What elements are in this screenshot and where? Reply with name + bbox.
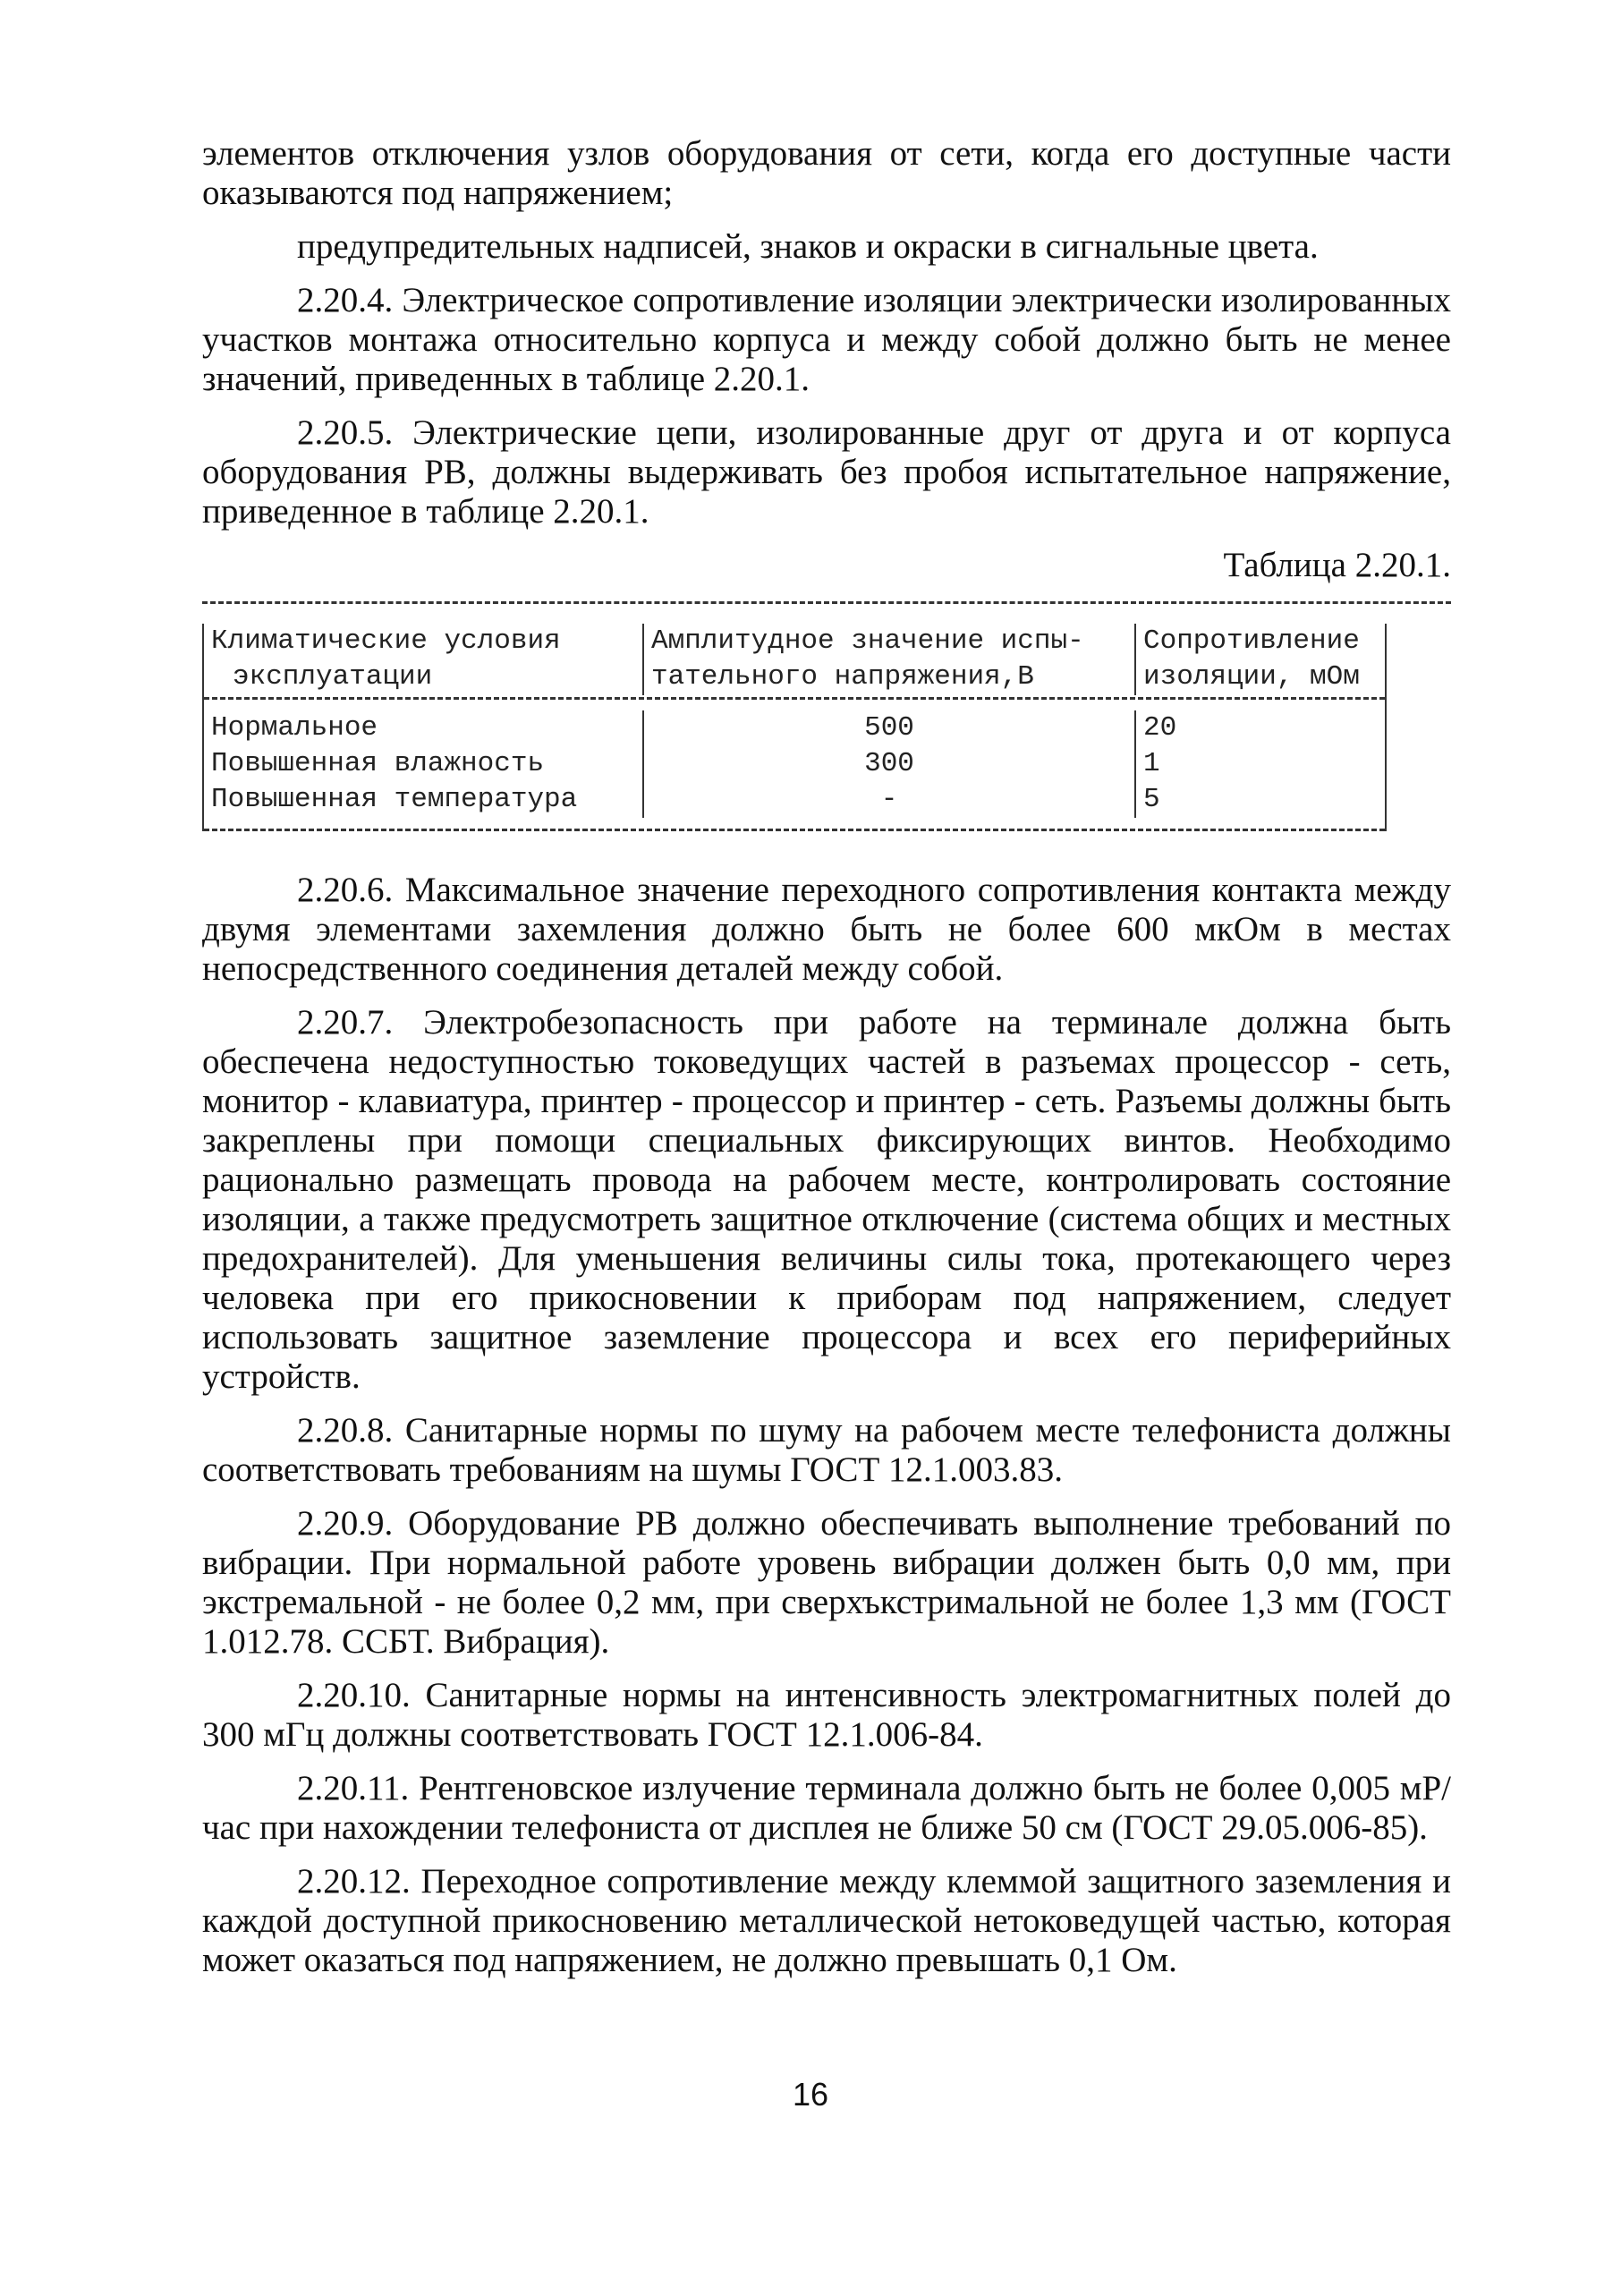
insulation-table bbox=[202, 601, 1451, 831]
paragraph-warning-signs: предупредительных надписей, знаков и окраски в сигнальные цвета. bbox=[297, 227, 1319, 266]
cell-condition: Нормальное bbox=[211, 712, 378, 744]
header-conditions-line1: Климатические условия bbox=[211, 625, 561, 657]
cell-voltage: 500 bbox=[642, 710, 1134, 746]
table-row bbox=[204, 710, 1385, 746]
header-resistance bbox=[1134, 624, 1385, 695]
paragraph-2-20-9: 2.20.9. Оборудование РВ должно обеспечивать выполнение требований по вибрации. При нормальной работе уровень вибрации должен быть 0,0 мм, при экстремальной - не более 0,2 мм, при сверхъкстримальной не более 1,3 мм (ГОСТ 1.012.78. ССБТ. Вибрация). bbox=[202, 1504, 1451, 1661]
paragraph-2-20-10: 2.20.10. Санитарные нормы на интенсивность электромагнитных полей до 300 мГц должны соответствовать ГОСТ 12.1.006-84. bbox=[202, 1676, 1451, 1754]
table-header-separator bbox=[204, 697, 1385, 700]
header-voltage bbox=[642, 624, 1134, 695]
cell-voltage: 300 bbox=[642, 746, 1134, 782]
document-page bbox=[202, 134, 1451, 1994]
table-caption: Таблица 2.20.1. bbox=[1223, 546, 1451, 584]
header-conditions-line2: эксплуатации bbox=[233, 661, 433, 693]
header-voltage-line1: Амплитудное значение испы- bbox=[651, 625, 1084, 657]
paragraph-2-20-12: 2.20.12. Переходное сопротивление между клеммой защитного заземления и каждой доступной прикосновению металлической нетоковедущей частью, которая может оказаться под напряжением, не должно превышать 0,1 Ом. bbox=[202, 1862, 1451, 1979]
table-frame bbox=[202, 624, 1387, 831]
table-top-rule bbox=[202, 601, 1451, 604]
header-resistance-line2: изоляции, мОм bbox=[1143, 661, 1360, 693]
table-row bbox=[204, 782, 1385, 818]
paragraph-2-20-5: 2.20.5. Электрические цепи, изолированные друг от друга и от корпуса оборудования РВ, должны выдерживать без пробоя испытательное напряжение, приведенное в таблице 2.20.1. bbox=[202, 413, 1451, 531]
cell-voltage: - bbox=[642, 782, 1134, 818]
cell-condition: Повышенная температура bbox=[211, 784, 578, 815]
table-bottom-rule bbox=[204, 829, 1385, 831]
paragraph-2-20-6: 2.20.6. Максимальное значение переходного сопротивления контакта между двумя элементами захемления должно быть не более 600 мкОм в местах непосредственного соединения деталей между собой. bbox=[202, 871, 1451, 988]
cell-resistance: 1 bbox=[1134, 746, 1385, 782]
cell-condition: Повышенная влажность bbox=[211, 748, 545, 779]
header-resistance-line1: Сопротивление bbox=[1143, 625, 1360, 657]
paragraph-2-20-11: 2.20.11. Рентгеновское излучение терминала должно быть не более 0,005 мР/час при нахождении телефониста от дисплея не ближе 50 см (ГОСТ 29.05.006-85). bbox=[202, 1769, 1451, 1847]
header-voltage-line2: тательного напряжения,В bbox=[651, 661, 1034, 693]
cell-resistance: 5 bbox=[1134, 782, 1385, 818]
table-row bbox=[204, 746, 1385, 782]
paragraph-2-20-8: 2.20.8. Санитарные нормы по шуму на рабочем месте телефониста должны соответствовать требованиям на шумы ГОСТ 12.1.003.83. bbox=[202, 1411, 1451, 1489]
paragraph-intro-continuation: элементов отключения узлов оборудования от сети, когда его доступные части оказываются под напряжением; bbox=[202, 134, 1451, 212]
paragraph-2-20-4: 2.20.4. Электрическое сопротивление изоляции электрически изолированных участков монтажа относительно корпуса и между собой должно быть не менее значений, приведенных в таблице 2.20.1. bbox=[202, 281, 1451, 398]
paragraph-2-20-7: 2.20.7. Электробезопасность при работе на терминале должна быть обеспечена недоступностью токоведущих частей в разъемах процессор - сеть, монитор - клавиатура, принтер - процессор и принтер - сеть. Разъемы должны быть закреплены при помощи специальных фиксирующих винтов. Необходимо рационально размещать провода на рабочем месте, контролировать состояние изоляции, а также предусмотреть защитное отключение (система общих и местных предохранителей). Для уменьшения величины силы тока, протекающего через человека при его прикосновении к приборам под напряжением, следует использовать защитное заземление процессора и всех его периферийных устройств. bbox=[202, 1003, 1451, 1396]
page-number: 16 bbox=[792, 2076, 829, 2113]
table-header bbox=[204, 624, 1385, 695]
header-conditions bbox=[204, 624, 642, 695]
cell-resistance: 20 bbox=[1134, 710, 1385, 746]
